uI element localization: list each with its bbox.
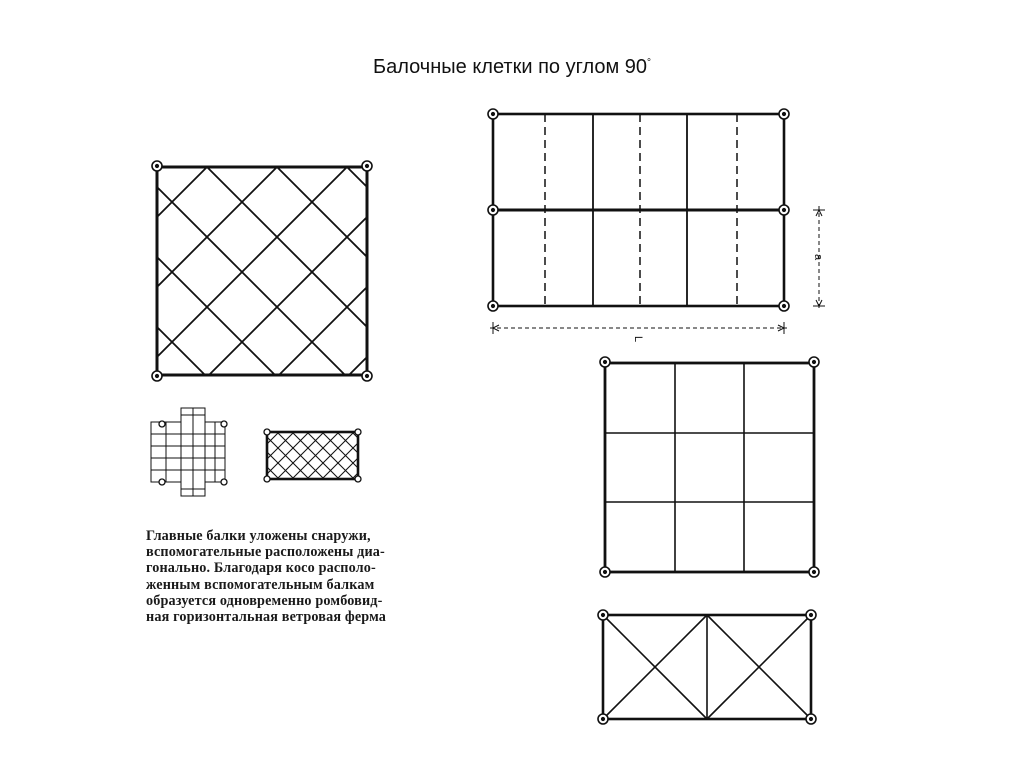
orthogonal-3x3-grid [600, 357, 819, 577]
diagonal-beam-grid [152, 161, 372, 381]
dimension-l-label: L [632, 336, 644, 343]
caption-line: Главные балки уложены снаружи, [146, 528, 371, 544]
slide-title-text: Балочные клетки по углом 90 [372, 56, 648, 78]
diagonal-beams [157, 167, 367, 375]
caption-line: женным вспомогательным балкам [146, 576, 375, 593]
dimension-a-label: a [812, 254, 824, 261]
cross-shaped-grid [151, 408, 227, 496]
caption-line: ная горизонтальная ветровая ферма [146, 609, 387, 626]
rectangular-beam-layout [488, 109, 825, 334]
description-caption [146, 528, 464, 625]
dimension-l [490, 322, 787, 334]
lattice-rectangle [264, 429, 361, 482]
degree-mark: ° [647, 57, 652, 69]
x-braced-rectangle [598, 610, 816, 724]
caption-line: гонально. Благодаря косо располо- [146, 560, 376, 577]
caption-line: вспомогательные расположены диа- [146, 544, 385, 561]
caption-line: образуется одновременно ромбовид- [146, 592, 383, 609]
